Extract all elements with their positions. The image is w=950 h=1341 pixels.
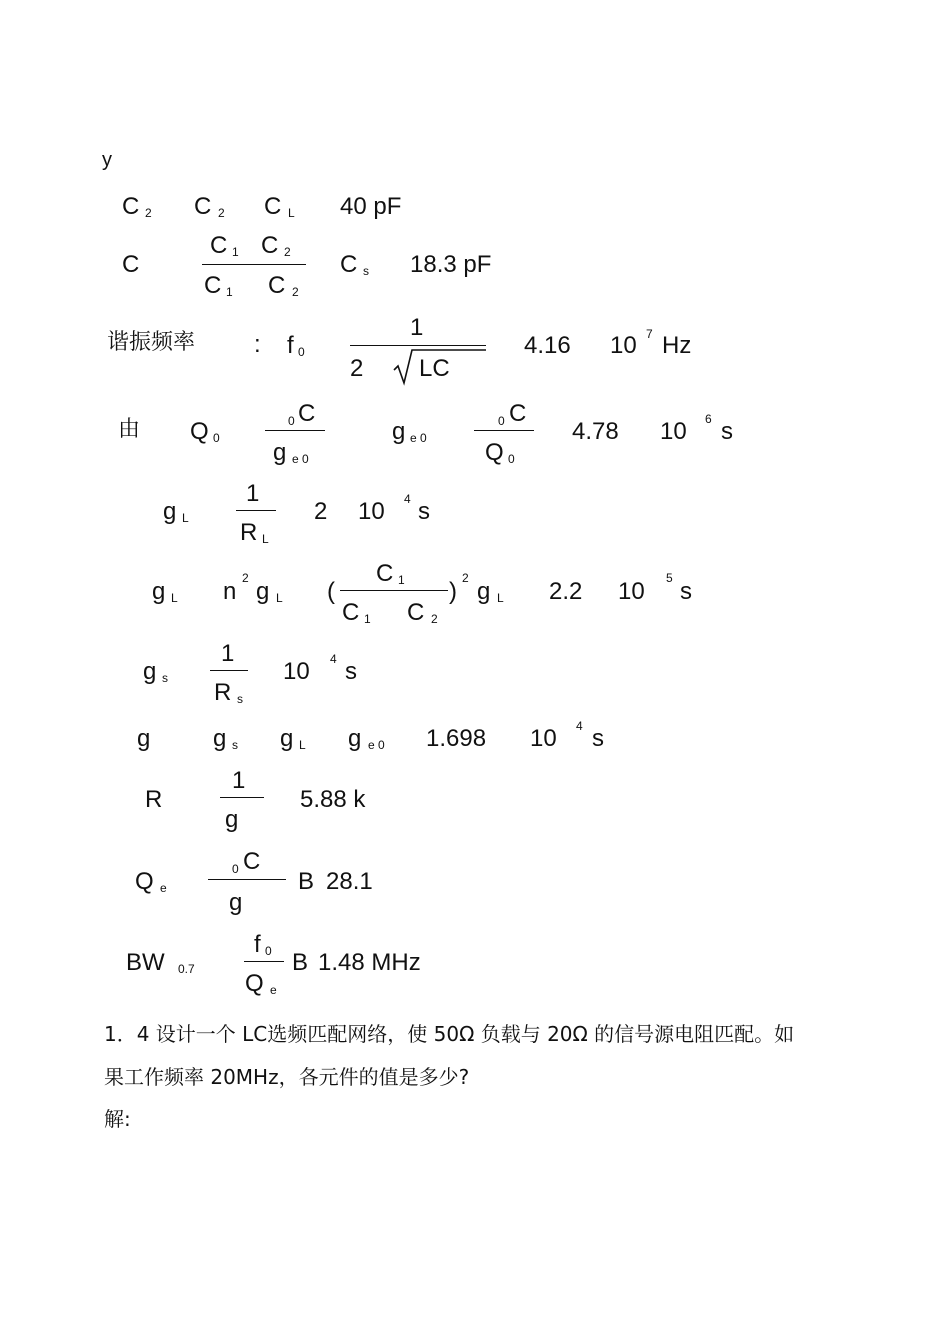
fraction-bar — [474, 430, 534, 431]
problem-text-line-1: 1．4 设计一个 LC选频匹配网络，使 50Ω 负载与 20Ω 的信号源电阻匹配。如 — [104, 1022, 795, 1046]
exponent: 7 — [646, 327, 653, 341]
exponent: 2 — [462, 571, 469, 585]
symbol-c: C — [340, 251, 358, 278]
numerator-c: C — [210, 232, 228, 259]
symbol-b: B — [298, 868, 315, 895]
colon: : — [254, 331, 261, 358]
unit: Hz — [662, 332, 692, 359]
subscript: 1 — [226, 285, 233, 299]
fraction-bar — [244, 961, 284, 962]
symbol-bw: BW — [126, 949, 165, 976]
subscript: 0 — [288, 414, 295, 428]
subscript: 0 — [213, 431, 220, 445]
numerator-c: C — [509, 400, 527, 427]
subscript: 2 — [145, 206, 152, 220]
subscript: L — [497, 591, 504, 605]
subscript: 0 — [232, 862, 239, 876]
left-paren: ( — [327, 578, 335, 605]
numerator-c: C — [243, 848, 261, 875]
result-value: 18.3 pF — [410, 251, 492, 278]
problem-text-line-2: 果工作频率 20MHz，各元件的值是多少? — [104, 1065, 470, 1089]
subscript: L — [299, 738, 306, 752]
subscript: L — [171, 591, 178, 605]
ten: 10 — [530, 725, 557, 752]
subscript: e 0 — [410, 431, 427, 445]
subscript: e — [160, 881, 167, 895]
subscript: L — [288, 206, 295, 220]
unit: s — [721, 418, 733, 445]
result-value: 1.48 MHz — [318, 949, 421, 976]
denominator-c: C — [204, 272, 222, 299]
right-paren: ) — [449, 578, 457, 605]
unit: s — [345, 658, 357, 685]
symbol-q: Q — [190, 418, 209, 445]
subscript: 2 — [431, 612, 438, 626]
subscript: s — [232, 738, 238, 752]
subscript: e — [270, 983, 277, 997]
label-resonant-frequency: 谐振频率 — [107, 330, 196, 355]
fraction-bar — [350, 345, 486, 346]
denominator-c: C — [407, 599, 425, 626]
unit: s — [680, 578, 692, 605]
symbol-n: n — [223, 578, 237, 605]
result-value: 28.1 — [326, 868, 373, 895]
numerator-c: C — [376, 560, 394, 587]
symbol-r: R — [145, 786, 163, 813]
subscript: 1 — [232, 245, 239, 259]
symbol-b: B — [292, 949, 309, 976]
subscript: s — [363, 264, 369, 278]
fraction-bar — [236, 510, 276, 511]
subscript: 2 — [284, 245, 291, 259]
numerator: 1 — [232, 767, 246, 794]
denominator-c: C — [342, 599, 360, 626]
exponent: 4 — [330, 652, 337, 666]
denominator-two: 2 — [350, 355, 364, 382]
exponent: 5 — [666, 571, 673, 585]
denominator-q: Q — [485, 439, 504, 466]
subscript: 0 — [265, 944, 272, 958]
exponent: 6 — [705, 412, 712, 426]
subscript: 1 — [398, 573, 405, 587]
denominator-g: g — [229, 889, 243, 916]
fraction-bar — [202, 264, 306, 265]
denominator-q: Q — [245, 970, 264, 997]
subscript: e 0 — [368, 738, 385, 752]
subscript: L — [276, 591, 283, 605]
numerator-f: f — [254, 931, 261, 958]
fraction-bar — [220, 797, 264, 798]
symbol-g: g — [152, 578, 166, 605]
result-value: 2 — [314, 498, 328, 525]
subscript: 1 — [364, 612, 371, 626]
label-from: 由 — [118, 417, 141, 442]
symbol-g: g — [348, 725, 362, 752]
denominator-r: R — [214, 679, 232, 706]
fraction-bar — [210, 670, 248, 671]
symbol-c: C — [264, 193, 282, 220]
exponent: 4 — [576, 719, 583, 733]
numerator: 1 — [221, 640, 235, 667]
result-value: 1.698 — [426, 725, 487, 752]
denominator-g: g — [225, 806, 239, 833]
denominator-c: C — [268, 272, 286, 299]
subscript: 0.7 — [178, 962, 195, 976]
symbol-g: g — [280, 725, 294, 752]
subscript: L — [262, 532, 269, 546]
symbol-c: C — [122, 251, 140, 278]
fraction-bar — [340, 590, 448, 591]
symbol-g: g — [256, 578, 270, 605]
subscript: 0 — [298, 345, 305, 359]
result-value: 5.88 k — [300, 786, 366, 813]
symbol-g: g — [477, 578, 491, 605]
subscript: s — [162, 671, 168, 685]
answer-label: 解: — [104, 1107, 131, 1131]
symbol-c: C — [194, 193, 212, 220]
exponent: 4 — [404, 492, 411, 506]
unit: s — [592, 725, 604, 752]
result-value: 4.16 — [524, 332, 571, 359]
numerator-c: C — [261, 232, 279, 259]
symbol-lc: LC — [419, 355, 450, 382]
symbol-g: g — [213, 725, 227, 752]
denominator-g: g — [273, 439, 287, 466]
exponent: 2 — [242, 571, 249, 585]
subscript: 0 — [508, 452, 515, 466]
symbol-g: g — [163, 498, 177, 525]
ten: 10 — [610, 332, 637, 359]
fraction-bar — [265, 430, 325, 431]
symbol-g: g — [137, 725, 151, 752]
ten: 10 — [358, 498, 385, 525]
symbol-c: C — [122, 193, 140, 220]
result-value: 2.2 — [549, 578, 583, 605]
unit: s — [418, 498, 430, 525]
subscript: s — [237, 692, 243, 706]
fraction-bar — [208, 879, 286, 880]
result-value: 4.78 — [572, 418, 619, 445]
ten: 10 — [283, 658, 310, 685]
subscript: e 0 — [292, 452, 309, 466]
numerator: 1 — [246, 480, 260, 507]
ten: 10 — [618, 578, 645, 605]
symbol-f: f — [287, 332, 294, 359]
subscript: 2 — [218, 206, 225, 220]
subscript: 2 — [292, 285, 299, 299]
result-value: 40 pF — [340, 193, 402, 220]
ten: 10 — [660, 418, 687, 445]
subscript: 0 — [498, 414, 505, 428]
numerator: 1 — [410, 314, 424, 341]
numerator-c: C — [298, 400, 316, 427]
symbol-q: Q — [135, 868, 154, 895]
symbol-g: g — [392, 418, 406, 445]
subscript: L — [182, 511, 189, 525]
denominator-r: R — [240, 519, 258, 546]
symbol-g: g — [143, 658, 157, 685]
variable-y: y — [102, 149, 112, 171]
